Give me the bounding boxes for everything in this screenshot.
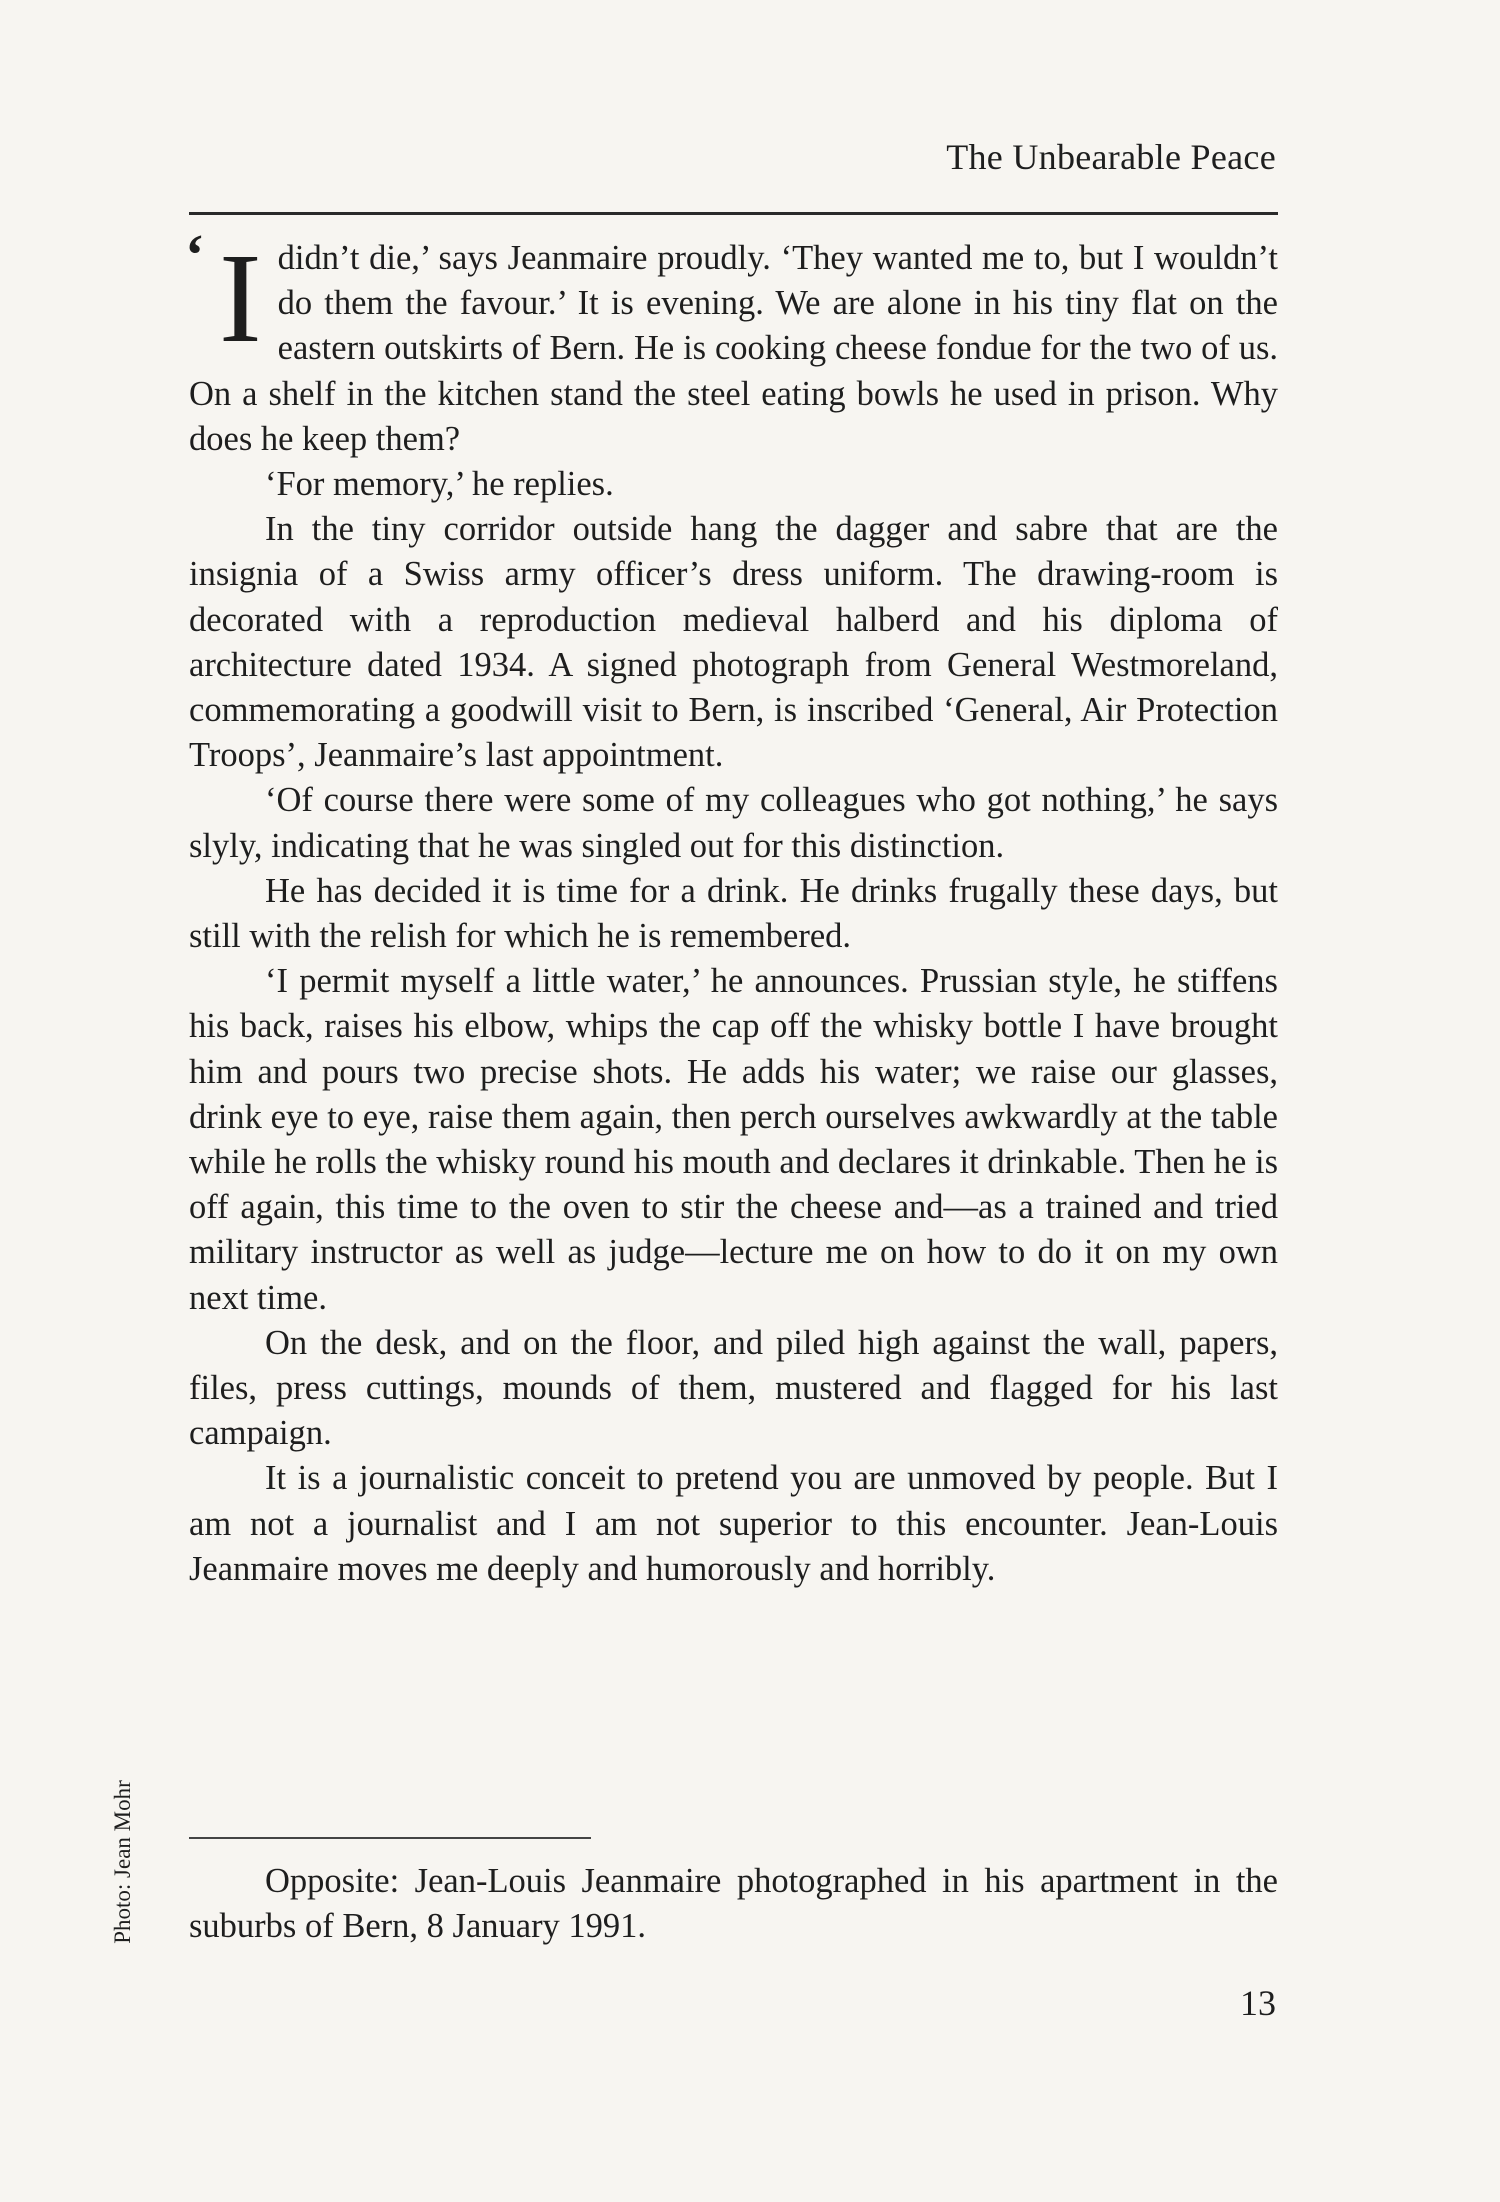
paragraph-4: ‘Of course there were some of my colleagues who got nothing,’ he says slyly, indicating that he was singled out for this distinction. bbox=[189, 781, 1278, 865]
paragraph-8: It is a journalistic conceit to pretend you are unmoved by people. But I am not a journalist and I am not superior to this encounter. Jean-Louis Jeanmaire moves me deeply and humorously and horribly. bbox=[189, 1459, 1278, 1588]
running-title: The Unbearable Peace bbox=[946, 137, 1276, 177]
paragraph-6: ‘I permit myself a little water,’ he announces. Prussian style, he stiffens his back, raises his elbow, whips the cap off the whisky bottle I have brought him and pours two precise shots. He adds his water; we raise our glasses, drink eye to eye, raise them again, then perch ourselves awkwardly at the table while he rolls the whisky round his mouth and declares it drinkable. Then he is off again, this time to the oven to stir the cheese and—as a trained and tried military instructor as well as judge—lecture me on how to do it on my own next time. bbox=[189, 962, 1278, 1317]
paragraph-1-text: didn’t die,’ says Jeanmaire proudly. ‘They wanted me to, but I wouldn’t do them the favour.’ It is evening. We are alone in his tiny flat on the eastern outskirts of Bern. He is cooking cheese fondue for the two of us. On a shelf in the kitchen stand the steel eating bowls he used in prison. Why does he keep them? bbox=[189, 239, 1278, 458]
opening-quote-mark: ‘ bbox=[185, 222, 205, 287]
article-body bbox=[185, 222, 1278, 1592]
caption-rule bbox=[189, 1837, 591, 1839]
photo-caption: Opposite: Jean-Louis Jeanmaire photographed in his apartment in the suburbs of Bern, 8 January 1991. bbox=[189, 1862, 1278, 1946]
paragraph-7: On the desk, and on the floor, and piled high against the wall, papers, files, press cuttings, mounds of them, mustered and flagged for his last campaign. bbox=[189, 1323, 1278, 1453]
page-number: 13 bbox=[1240, 1983, 1276, 2023]
paragraph-2: ‘For memory,’ he replies. bbox=[265, 465, 614, 504]
photo-credit bbox=[103, 1762, 143, 1962]
photo-credit-text: Photo: Jean Mohr bbox=[110, 1780, 135, 1944]
header-rule bbox=[189, 212, 1278, 215]
drop-cap: I bbox=[219, 227, 262, 369]
paragraph-1 bbox=[189, 227, 1278, 462]
paragraph-3: In the tiny corridor outside hang the dagger and sabre that are the insignia of a Swiss army officer’s dress uniform. The drawing-room is decorated with a reproduction medieval halberd and his diploma of architecture dated 1934. A signed photograph from General Westmoreland, commemorating a goodwill visit to Bern, is inscribed ‘General, Air Protection Troops’, Jeanmaire’s last appointment. bbox=[189, 510, 1278, 775]
paragraph-5: He has decided it is time for a drink. He drinks frugally these days, but still with the relish for which he is remembered. bbox=[189, 871, 1278, 956]
